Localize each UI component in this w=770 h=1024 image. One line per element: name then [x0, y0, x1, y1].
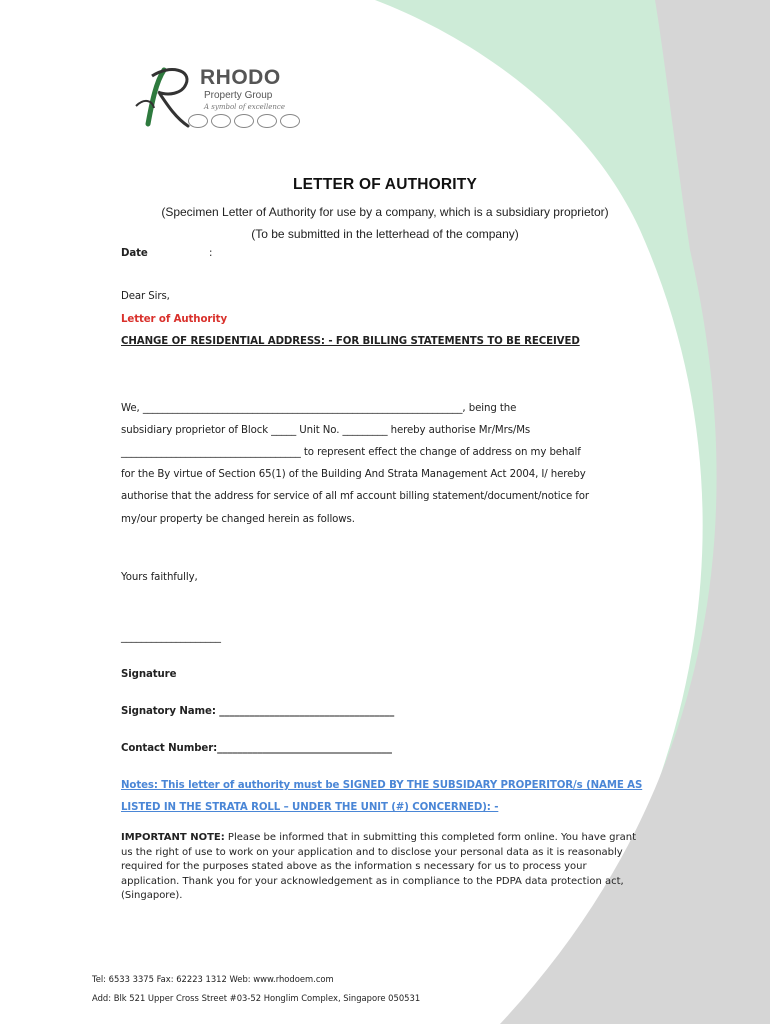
certification-badge-icon	[257, 114, 277, 128]
certification-badge-icon	[211, 114, 231, 128]
footer-contact: Tel: 6533 3375 Fax: 62223 1312 Web: www.rhodoem.com	[92, 974, 334, 984]
subject-red: Letter of Authority	[121, 314, 227, 325]
body-line: my/our property be changed herein as follows.	[121, 514, 355, 525]
body-line: subsidiary proprietor of Block _____ Unit No. _________ hereby authorise Mr/Mrs/Ms	[121, 425, 531, 436]
logo-subtitle: Property Group	[204, 90, 273, 101]
closing: Yours faithfully,	[121, 572, 198, 583]
body-line: for the By virtue of Section 65(1) of the Building And Strata Management Act 2004, I/ hereby	[121, 469, 586, 480]
subject-heading: CHANGE OF RESIDENTIAL ADDRESS: - FOR BILLING STATEMENTS TO BE RECEIVED	[121, 336, 580, 347]
certification-badge-icon	[234, 114, 254, 128]
logo-brand: RHODO	[200, 66, 281, 89]
body-line: authorise that the address for service of all mf account billing statement/document/notice for	[121, 491, 590, 502]
important-note-text: Please be informed that in submitting this completed form online. You have grant us the right of use to work on your application and to disclose your personal data as it is reasonably required for the purposes stated above as the information s necessary for us to process your application. Thank you for your acknowledgement as in compliance to the PDPA data protection act, (Singapore).	[121, 832, 637, 901]
certification-badge-icon	[280, 114, 300, 128]
document-title: LETTER OF AUTHORITY	[292, 176, 478, 193]
document-subtitle-1: (Specimen Letter of Authority for use by a company, which is a subsidiary proprietor)	[161, 205, 609, 219]
important-note	[121, 831, 646, 904]
certification-badges	[188, 114, 300, 128]
signature-line: ____________________	[121, 632, 221, 643]
logo-tagline: A symbol of excellence	[204, 103, 285, 111]
notes-line-2: LISTED IN THE STRATA ROLL – UNDER THE UNIT (#) CONCERNED): -	[121, 802, 499, 813]
salutation: Dear Sirs,	[121, 291, 170, 302]
document-subtitle-2: (To be submitted in the letterhead of the company)	[251, 227, 519, 241]
notes-line-1: Notes: This letter of authority must be SIGNED BY THE SUBSIDARY PROPERITOR/s (NAME AS	[121, 780, 643, 791]
body-line: We, ________________________________________________________________, being the	[121, 403, 517, 414]
body-line: ____________________________________ to represent effect the change of address on my behalf	[121, 447, 581, 458]
date-label: Date	[121, 248, 148, 259]
contact-number-field: Contact Number:___________________________________	[121, 743, 392, 754]
footer-address: Add: Blk 521 Upper Cross Street #03-52 Honglim Complex, Singapore 050531	[92, 993, 421, 1003]
date-separator: :	[209, 248, 213, 259]
important-note-lead: IMPORTANT NOTE:	[121, 832, 225, 843]
company-logo	[130, 62, 305, 134]
signatory-name-field: Signatory Name: ___________________________________	[121, 706, 395, 717]
certification-badge-icon	[188, 114, 208, 128]
signature-label: Signature	[121, 669, 177, 680]
